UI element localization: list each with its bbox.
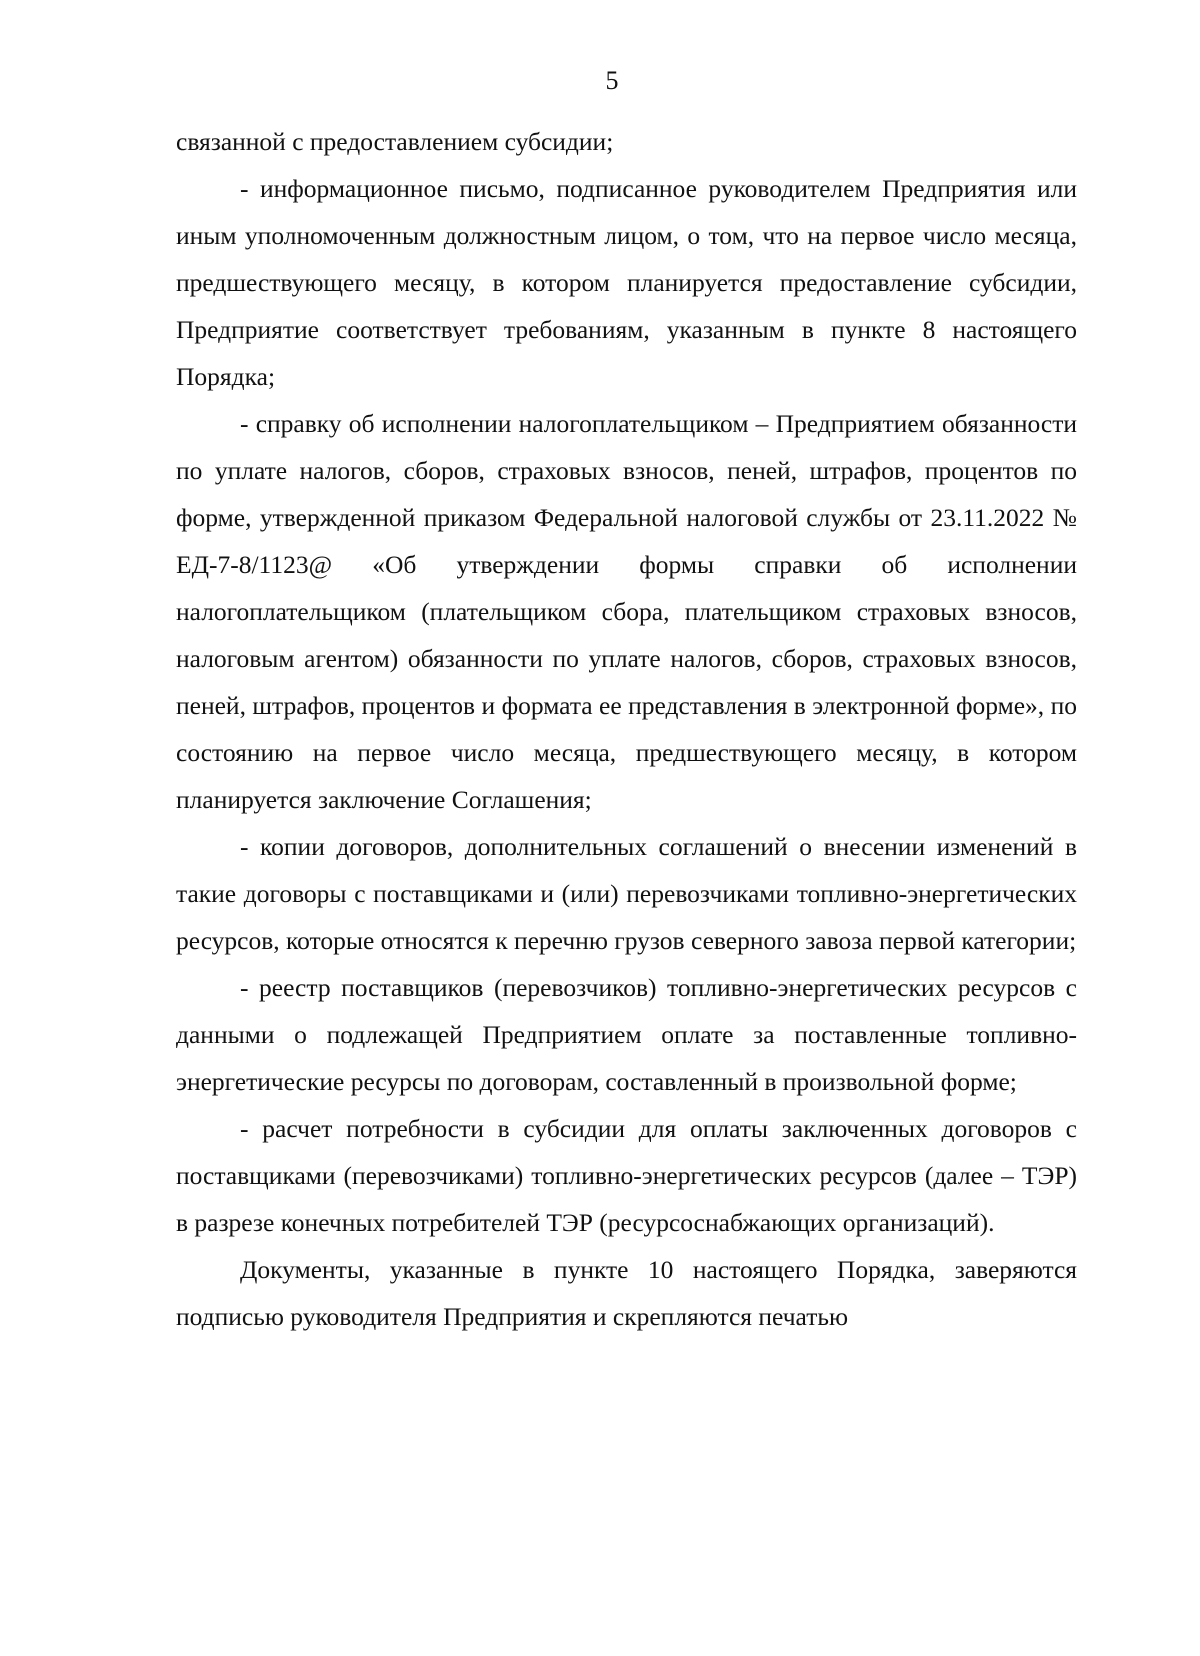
list-item-subsidy-calculation: - расчет потребности в субсидии для оплаты заключенных договоров с поставщиками (перевозчиками) топливно-энергетических ресурсов (далее – ТЭР) в разрезе конечных потребителей ТЭР (ресурсоснабжающих организаций). xyxy=(176,1114,1077,1237)
paragraph-documents-certification: Документы, указанные в пункте 10 настоящего Порядка, заверяются подписью руководителя Предприятия и скрепляются печатью xyxy=(176,1255,1077,1331)
list-item-contract-copies: - копии договоров, дополнительных соглашений о внесении изменений в такие договоры с поставщиками и (или) перевозчиками топливно-энергетических ресурсов, которые относятся к перечню грузов северного завоза первой категории; xyxy=(176,832,1077,955)
paragraph-continuation: связанной с предоставлением субсидии; xyxy=(176,127,614,156)
list-item-tax-certificate: - справку об исполнении налогоплательщиком – Предприятием обязанности по уплате налогов, сборов, страховых взносов, пеней, штрафов, процентов по форме, утвержденной приказом Федеральной налоговой службы от 23.11.2022 № ЕД-7-8/1123@ «Об утверждении формы справки об исполнении налогоплательщиком (плательщиком сбора, плательщиком страховых взносов, налоговым агентом) обязанности по уплате налогов, сборов, страховых взносов, пеней, штрафов, процентов и формата ее представления в электронной форме», по состоянию на первое число месяца, предшествующего месяцу, в котором планируется заключение Соглашения; xyxy=(176,409,1077,814)
document-body xyxy=(176,118,1077,1340)
page-number: 5 xyxy=(605,66,619,95)
list-item-supplier-register: - реестр поставщиков (перевозчиков) топливно-энергетических ресурсов с данными о подлежащей Предприятием оплате за поставленные топливно-энергетические ресурсы по договорам, составленный в произвольной форме; xyxy=(176,973,1077,1096)
list-item-info-letter: - информационное письмо, подписанное руководителем Предприятия или иным уполномоченным должностным лицом, о том, что на первое число месяца, предшествующего месяцу, в котором планируется предоставление субсидии, Предприятие соответствует требованиям, указанным в пункте 8 настоящего Порядка; xyxy=(176,174,1077,391)
